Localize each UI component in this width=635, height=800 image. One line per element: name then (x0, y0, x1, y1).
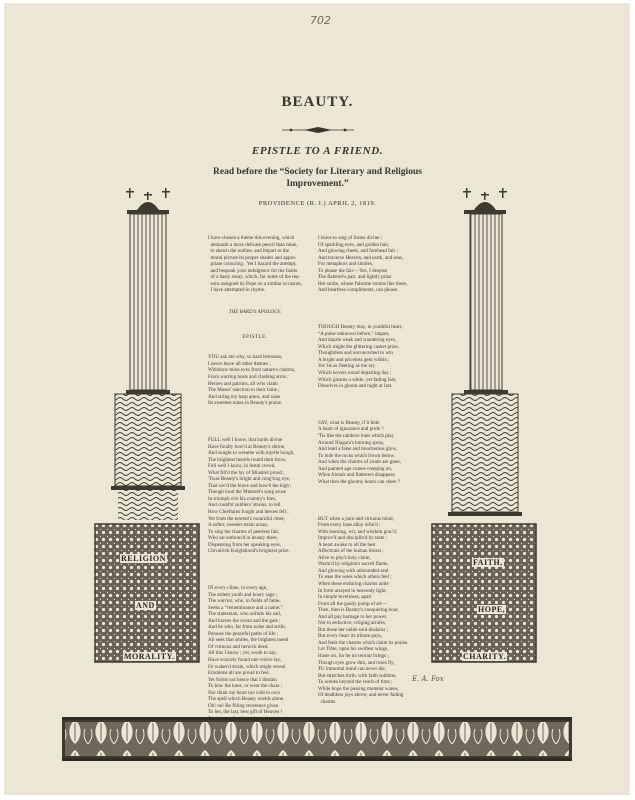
dedication-line: Read before the “Society for Literary and Religious Improvement.” (213, 167, 422, 189)
pillar-word-morality: MORALITY. (124, 652, 175, 661)
left-pillar-ornament (93, 186, 203, 664)
pillar-word-religion: RELIGION (121, 554, 166, 563)
right-pillar-ornament (430, 186, 540, 664)
pillar-word-hope: HOPE, (478, 605, 506, 614)
poem-right-column (318, 222, 408, 712)
poem-left-column (208, 222, 302, 729)
pillar-word-and: AND (136, 601, 155, 610)
epistle-heading: EPISTLE. (242, 333, 268, 340)
stanza-4: I leave to sing of forms divine ; Of sparkling eyes, and golden hair, And glowing cheek, and forehead fair ; And traverse Heaven, and earth, and seas, For metaphors and similes, To please the fair.—Yes, I despise The flatterer's part, and lightly prize Her smile, whose fulsome strains like these, And heartless compliments, can please. (318, 235, 408, 294)
poem-subtitle: EPISTLE TO A FRIEND. (251, 145, 384, 157)
bottom-frieze-ornament (62, 717, 572, 761)
preface-signature: THE BARD'S APOLOGY. (228, 309, 282, 316)
engraver-signature: E. A. Fox (412, 675, 444, 683)
stanza-7: BUT when a pure and virtuous mind, From every base alloy refin'd ; With learning, wit, and wisdom grac'd, Improv'd and disciplin'd by taste ; A heart awake to all the best Affections of the human breast ; Alive to pity's holy claim, Warm'd by religion's sacred flame, And glowing with unbounded zeal To ease the woes which others feel ; When these enduring charms unite In form arrayed in heavenly light, In simple loveliness, apart From all the gaudy pomp of art— Then, then is Beauty's conquering hour, And all pay homage to her power, Not to seductive, crilging arrafes, But these her noble soul disdains ; But every heart its tribute pays, And feels the charms which claim its praise. Let Time, upon his swiftest wings, Haste on, for he no terrour brings ; Though eyes grow dim, and roses fly, Th' immortal mind can never die, But stretches forth, with faith sublime, To scenes beyond the reach of time ; While hope the passing moment wanes, Of deathless joys above, and never fading charms. (318, 515, 409, 705)
stanza-5: THOUGH Beauty may, in youthful heart, “A pulse unknown before,” impart, And dazzle weak and wandering eyes, Which might the glittering casket prize, Thoughtless and unconcerned to win A bright and priceless gem within ; Yet 'tis as fleeting as the ray Which hovers round departing day ; Which gleams a while, yet fading fast, Dissolves in gloom and night at last. (318, 324, 403, 390)
pillar-word-faith: FAITH, (473, 558, 503, 567)
handwritten-number: 702 (310, 14, 331, 27)
stanza-2: FULL well I know, that bards divine Have fondly bow'd at Beauty's shrine, And sought to wreathe with myrtle bough, The brightest laurels round their brow. Full well I know, in festal crowd, What fill'd the lay of Minstrel proud ; 'Twas Beauty's bright and cong'ring eye, That sav'd the brave and bow'd the high ; Though loud the Minstrel's song arose In triumph o'er his country's foes, And could'st soldiers' strains, to tell How Chieftains fought and heroes fell ; Yet from the tenrent's mournful close, A softer, sweeter strain arose, To sing the charms of peerless fair, Who sat enthron'd in beauty there, Dispensing from her speaking eyes, Chivalrick Knighthood's brightest prize. (208, 436, 295, 555)
stanza-1: YOU ask me why, so hard bemoans, I never leave all other themes ; Withdraw mine eyes from nature's charms, From warring hosts and clashing arms ; Heroes and patriots, all who claim The Muses' sanction to their fame ; And string my harp anew, and raise Its sweetest notes in Beauty's praise. (208, 354, 296, 407)
pillar-word-charity: CHARITY. (463, 652, 507, 661)
preface-text: I have chosen a theme this evening, which demands a more delicate pencil than mine, to sketch the outline, and impart to the moral picture its proper shades and appro- priate colouring. Yet I hazard the attempt, and bespeak your indulgence for the faults of a hasty essay, which, for some of the rea- sons assigned by Pope on a similar occasion, I have attempted in rhyme. (208, 235, 302, 294)
stanza-6: SAY, what is Beauty, if it hide A heart of ignorance and pride ? 'Tis like the rainbow hues which play Around Niagara's burning spray, And lend a false and treacherous glow, To hide the rocks which frown below. And when the charms of youth are gone, And painted age comes creeping on, When friends and flatterers disappear, What then the gloomy hours can cheer ? (318, 419, 401, 485)
decorative-rule (282, 126, 354, 134)
page-title: BEAUTY. (281, 94, 354, 110)
stanza-3: IN every clime, in every age, The ardent youth and hoary sage ; The warrior, who, in fields of fame, Seeks a “remembrance and a name;” The statesman, who unfurls his sail, And braves the ocean and the gale ; And he who, far from noise and strife, Pursues the peaceful paths of life ; All seek that smiles, the brightest meed Of virtuous and heroick deed. All this I know ; yet, sooth to say, Have scarcely found one votive lay, Or wakes'd strain, which might reveal Emotions all are proud to feel. Yet forms not hence that I disdain To bow the knee, or wear the chain ; Nor think my heart too cold to own The spell which Beauty wields alone. Oh! no! Be filling reverence given To her, the last, best gift of Heaven ! (208, 584, 289, 716)
place-date-line: PROVIDENCE (R. I.) APRIL 2, 1819. (258, 200, 377, 207)
